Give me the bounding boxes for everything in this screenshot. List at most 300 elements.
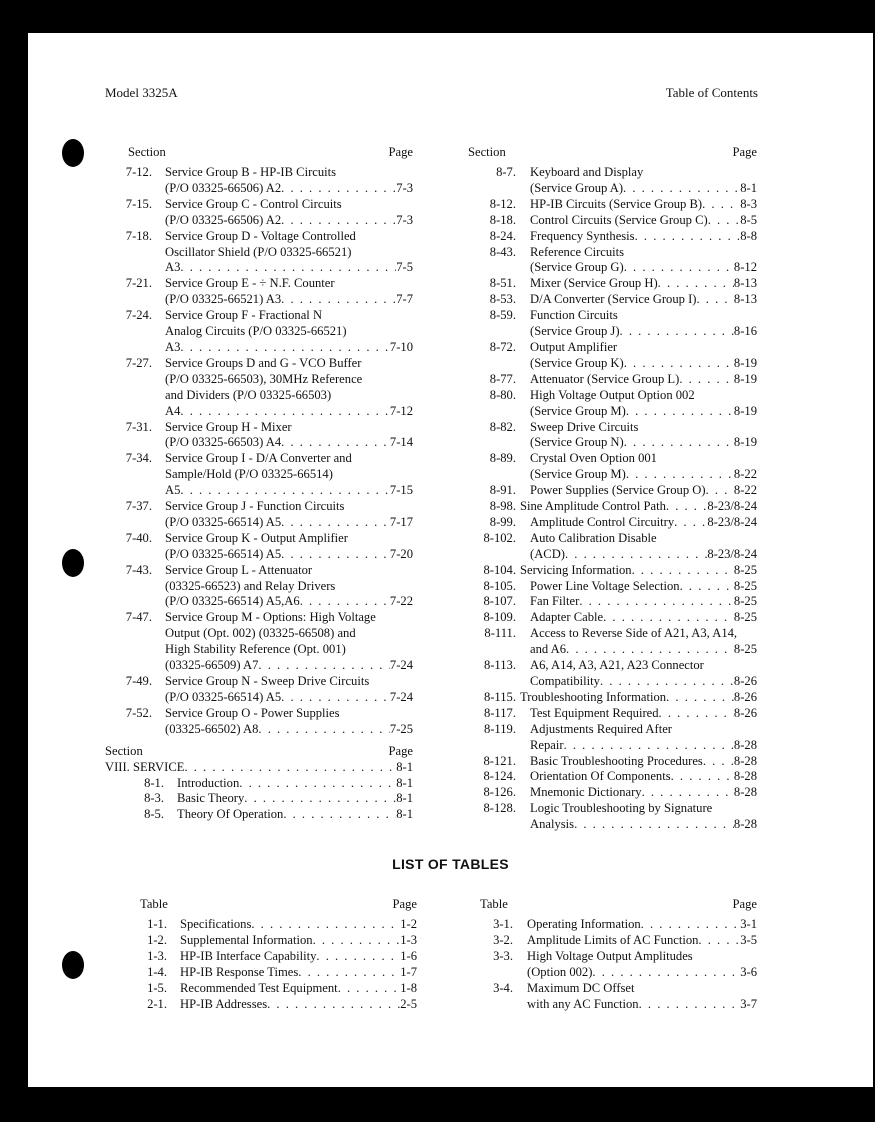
entry-number: 8-18. xyxy=(489,212,516,227)
entry-number: 8-104. xyxy=(483,562,516,577)
entry-text: Fan Filter xyxy=(530,594,580,609)
tables-right-header xyxy=(480,897,757,917)
entry-description xyxy=(530,754,757,770)
entry-number: 8-111. xyxy=(484,626,516,641)
entry-text-line: High Voltage Output Option 002 xyxy=(530,387,695,402)
entry-number: 8-72. xyxy=(489,339,516,354)
entry-leader-line xyxy=(530,483,757,499)
entry-description xyxy=(530,451,757,483)
entry-text-line: Service Group I - D/A Converter and xyxy=(165,451,352,466)
entry-text: and A6 xyxy=(530,642,567,657)
entry-number: 8-89. xyxy=(489,451,516,466)
entry-page: 8-12 xyxy=(733,260,757,275)
contents-right-column xyxy=(468,145,757,833)
entry-description xyxy=(165,165,413,197)
entry-page: 8-13 xyxy=(733,292,757,307)
entry-page: 8-28 xyxy=(733,769,757,784)
entry-leader-line xyxy=(165,292,413,308)
toc-entry xyxy=(140,949,417,965)
toc-entry xyxy=(468,706,757,722)
entry-leader-line xyxy=(530,213,757,229)
toc-entry xyxy=(105,356,413,420)
contents-left-column xyxy=(105,145,413,823)
entry-page: 3-6 xyxy=(740,964,757,979)
entry-text-line: Analog Circuits (P/O 03325-66521) xyxy=(165,324,347,339)
toc-entry xyxy=(468,563,757,579)
entry-leader-line xyxy=(527,965,757,981)
entry-description xyxy=(530,245,757,277)
entry-description xyxy=(165,563,413,611)
entry-number: 8-124. xyxy=(483,769,516,784)
binder-hole-top xyxy=(62,139,84,167)
entry-description xyxy=(530,706,757,722)
entry-text: A4 xyxy=(165,403,181,418)
entry-text-line: Reference Circuits xyxy=(530,244,625,259)
entry-description xyxy=(180,965,417,981)
entry-number: 8-98. xyxy=(489,499,516,514)
binder-hole-middle xyxy=(62,549,84,577)
entry-page: 8-25 xyxy=(733,610,757,625)
entry-leader-line xyxy=(530,276,757,292)
entry-number: 7-18. xyxy=(125,228,152,243)
contents-left-header xyxy=(105,145,413,165)
col-page-label: Page xyxy=(732,897,757,911)
entry-number: 2-1. xyxy=(147,996,167,1011)
section-viii-list xyxy=(105,776,413,824)
entry-text: (03325-66502) A8 xyxy=(165,721,259,736)
section-viii-title xyxy=(105,760,413,776)
entry-text: Operating Information xyxy=(527,917,641,931)
toc-entry xyxy=(105,276,413,308)
entry-text: Introduction xyxy=(177,775,240,790)
entry-text: Repair xyxy=(530,737,564,752)
entry-text: A5 xyxy=(165,483,181,498)
entry-number: 3-1. xyxy=(493,917,513,931)
toc-entry xyxy=(468,754,757,770)
entry-number: 8-24. xyxy=(489,228,516,243)
entry-number: 8-119. xyxy=(483,721,516,736)
entry-number: 7-52. xyxy=(125,705,152,720)
entry-leader-line xyxy=(180,917,417,933)
entry-description xyxy=(530,292,757,308)
toc-entry xyxy=(468,785,757,801)
entry-description xyxy=(530,515,757,531)
entry-text: HP-IB Interface Capability xyxy=(180,948,317,963)
entry-page: 1-8 xyxy=(400,980,417,995)
entry-text: Theory Of Operation xyxy=(177,807,284,822)
toc-entry xyxy=(105,451,413,499)
entry-page: 1-3 xyxy=(400,932,417,947)
entry-description xyxy=(527,933,757,949)
entry-text: (Service Group M) xyxy=(530,403,626,418)
entry-page: 8-25 xyxy=(733,578,757,593)
toc-entry xyxy=(468,388,757,420)
entry-text-line: High Stability Reference (Opt. 001) xyxy=(165,642,346,657)
entry-description xyxy=(530,276,757,292)
entry-page: 8-22 xyxy=(733,483,757,498)
entry-text: Attenuator (Service Group L) xyxy=(530,371,680,386)
entry-text-line: Service Group M - Options: High Voltage xyxy=(165,610,376,625)
entry-page: 8-26 xyxy=(733,689,757,704)
entry-page: 3-7 xyxy=(740,996,757,1011)
entry-description xyxy=(530,483,757,499)
entry-text-line: Logic Troubleshooting by Signature xyxy=(530,801,713,816)
toc-entry xyxy=(140,917,417,933)
entry-page: 8-23/8-24 xyxy=(707,514,757,529)
entry-leader-line xyxy=(530,404,757,420)
entry-leader-line xyxy=(520,499,757,515)
document-page xyxy=(28,33,873,1087)
entry-number: 7-37. xyxy=(125,499,152,514)
entry-text: A3 xyxy=(165,339,181,354)
col-page-label: Page xyxy=(388,743,413,758)
entry-number: 7-15. xyxy=(125,196,152,211)
col-table-label: Table xyxy=(140,897,168,911)
entry-description xyxy=(530,165,757,197)
entry-leader-line xyxy=(527,917,757,933)
entry-page: 7-5 xyxy=(396,260,413,275)
entry-leader-line xyxy=(165,722,413,738)
contents-right-header xyxy=(468,145,757,165)
toc-entry xyxy=(468,276,757,292)
toc-entry xyxy=(468,420,757,452)
entry-text: (Option 002) xyxy=(527,964,593,979)
entry-page: 1-7 xyxy=(400,964,417,979)
entry-description xyxy=(180,949,417,965)
entry-leader-line xyxy=(527,997,757,1013)
toc-entry xyxy=(105,776,413,792)
entry-text: Troubleshooting Information xyxy=(520,689,667,704)
entry-number: 1-3. xyxy=(147,948,167,963)
entry-page: 8-1 xyxy=(396,807,413,822)
entry-text: Frequency Synthesis xyxy=(530,228,635,243)
entry-page: 8-28 xyxy=(733,753,757,768)
entry-number: 8-43. xyxy=(489,244,516,259)
toc-entry xyxy=(468,229,757,245)
entry-description xyxy=(165,674,413,706)
entry-description xyxy=(530,340,757,372)
toc-entry xyxy=(140,997,417,1013)
entry-leader-line xyxy=(177,791,413,807)
entry-text: Test Equipment Required xyxy=(530,705,659,720)
entry-number: 7-34. xyxy=(125,451,152,466)
entry-number: 7-21. xyxy=(125,276,152,291)
entry-description xyxy=(530,722,757,754)
entry-text-line: Keyboard and Display xyxy=(530,165,644,179)
entry-number: 7-40. xyxy=(125,530,152,545)
entry-description xyxy=(165,229,413,277)
entry-text-line: A6, A14, A3, A21, A23 Connector xyxy=(530,658,704,673)
entry-leader-line xyxy=(520,563,757,579)
entry-number: 7-24. xyxy=(125,308,152,323)
col-section-label: Section xyxy=(128,145,166,159)
entry-leader-line xyxy=(530,372,757,388)
entry-leader-line xyxy=(165,260,413,276)
entry-leader-line xyxy=(530,642,757,658)
entry-page: 8-19 xyxy=(733,435,757,450)
entry-leader-line xyxy=(165,547,413,563)
entry-leader-line xyxy=(180,933,417,949)
entry-text: Basic Theory xyxy=(177,791,245,806)
toc-entry xyxy=(480,949,757,981)
toc-entry xyxy=(468,483,757,499)
entry-description xyxy=(527,981,757,1013)
entry-number: 7-27. xyxy=(125,355,152,370)
entry-text: Adapter Cable xyxy=(530,610,604,625)
entry-page: 8-1 xyxy=(396,775,413,790)
entry-leader-line xyxy=(165,515,413,531)
entry-number: 3-4. xyxy=(493,980,513,995)
col-table-label: Table xyxy=(480,897,508,911)
section-viii-title-page: 8-1 xyxy=(396,759,413,774)
entry-leader-line xyxy=(530,594,757,610)
entry-text-line: Output Amplifier xyxy=(530,339,618,354)
toc-entry xyxy=(468,801,757,833)
entry-page: 7-17 xyxy=(389,514,413,529)
entry-text: (03325-66509) A7 xyxy=(165,658,259,673)
entry-number: 7-43. xyxy=(125,562,152,577)
entry-leader-line xyxy=(530,467,757,483)
entry-text: HP-IB Response Times xyxy=(180,964,299,979)
entry-number: 8-82. xyxy=(489,419,516,434)
contents-left-list xyxy=(105,165,413,738)
entry-text-line: Service Group K - Output Amplifier xyxy=(165,530,348,545)
entry-leader-line xyxy=(530,292,757,308)
entry-text: (Service Group K) xyxy=(530,355,624,370)
entry-page: 8-19 xyxy=(733,403,757,418)
toc-entry xyxy=(468,594,757,610)
col-page-label: Page xyxy=(392,897,417,911)
entry-page: 8-23/8-24 xyxy=(707,546,757,561)
entry-page: 8-23/8-24 xyxy=(707,499,757,514)
entry-number: 8-128. xyxy=(483,801,516,816)
entry-leader-line xyxy=(530,817,757,833)
entry-text: with any AC Function xyxy=(527,996,639,1011)
entry-leader-line xyxy=(180,965,417,981)
entry-description xyxy=(530,626,757,658)
entry-page: 7-22 xyxy=(389,594,413,609)
entry-text: (ACD) xyxy=(530,546,565,561)
entry-page: 7-20 xyxy=(389,546,413,561)
entry-text: (P/O 03325-66514) A5 xyxy=(165,546,282,561)
entry-leader-line xyxy=(530,785,757,801)
entry-text: (Service Group M) xyxy=(530,467,626,482)
entry-number: 7-31. xyxy=(125,419,152,434)
tables-left-list xyxy=(140,917,417,1012)
entry-text: (Service Group J) xyxy=(530,324,620,339)
entry-leader-line xyxy=(530,229,757,245)
entry-page: 2-5 xyxy=(400,996,417,1011)
entry-page: 8-3 xyxy=(740,196,757,211)
entry-number: 8-77. xyxy=(489,371,516,386)
entry-page: 8-28 xyxy=(733,785,757,800)
entry-description xyxy=(165,499,413,531)
toc-entry xyxy=(468,769,757,785)
contents-right-list xyxy=(468,165,757,833)
entry-number: 8-102. xyxy=(483,530,516,545)
entry-text: Amplitude Control Circuitry xyxy=(530,514,675,529)
entry-text-line: Service Group E - ÷ N.F. Counter xyxy=(165,276,335,291)
entry-description xyxy=(165,197,413,229)
entry-text: D/A Converter (Service Group I) xyxy=(530,292,697,307)
entry-page: 8-13 xyxy=(733,276,757,291)
entry-leader-line xyxy=(165,213,413,229)
toc-entry xyxy=(480,981,757,1013)
entry-description xyxy=(527,949,757,981)
tables-left-header xyxy=(140,897,417,917)
entry-description xyxy=(520,690,757,706)
entry-number: 8-99. xyxy=(489,514,516,529)
entry-number: 8-107. xyxy=(483,594,516,609)
entry-text-line: (P/O 03325-66503), 30MHz Reference xyxy=(165,371,363,386)
entry-number: 7-49. xyxy=(125,674,152,688)
toc-entry xyxy=(468,658,757,690)
entry-page: 7-14 xyxy=(389,435,413,450)
entry-text-line: Service Group B - HP-IB Circuits xyxy=(165,165,337,179)
entry-page: 8-5 xyxy=(740,212,757,227)
entry-number: 3-2. xyxy=(493,932,513,947)
entry-number: 8-126. xyxy=(483,785,516,800)
entry-text-line: High Voltage Output Amplitudes xyxy=(527,948,693,963)
entry-description xyxy=(165,531,413,563)
entry-description xyxy=(165,706,413,738)
entry-page: 7-24 xyxy=(389,658,413,673)
entry-page: 8-28 xyxy=(733,817,757,832)
entry-description xyxy=(180,917,417,933)
entry-description xyxy=(520,499,757,515)
entry-description xyxy=(180,933,417,949)
entry-page: 7-3 xyxy=(396,180,413,195)
entry-description xyxy=(165,451,413,499)
entry-number: 8-51. xyxy=(489,276,516,291)
toc-entry xyxy=(105,610,413,674)
entry-page: 8-19 xyxy=(733,371,757,386)
entry-text: Mixer (Service Group H) xyxy=(530,276,658,291)
entry-number: 8-53. xyxy=(489,292,516,307)
entry-text: A3 xyxy=(165,260,181,275)
entry-description xyxy=(165,610,413,674)
entry-text: HP-IB Addresses xyxy=(180,996,268,1011)
entry-text: Amplitude Limits of AC Function xyxy=(527,932,699,947)
entry-leader-line xyxy=(165,340,413,356)
entry-number: 8-115. xyxy=(483,689,516,704)
entry-page: 8-22 xyxy=(733,467,757,482)
entry-page: 7-25 xyxy=(389,721,413,736)
entry-page: 3-5 xyxy=(740,932,757,947)
entry-description xyxy=(530,372,757,388)
toc-entry xyxy=(468,372,757,388)
toc-entry xyxy=(105,499,413,531)
entry-text: (P/O 03325-66503) A4 xyxy=(165,435,282,450)
entry-text: (P/O 03325-66514) A5,A6 xyxy=(165,594,300,609)
entry-leader-line xyxy=(530,181,757,197)
entry-text-line: Service Group O - Power Supplies xyxy=(165,705,340,720)
entry-text-line: Access to Reverse Side of A21, A3, A14, xyxy=(530,626,738,641)
entry-number: 8-121. xyxy=(483,753,516,768)
entry-leader-line xyxy=(530,738,757,754)
entry-leader-line xyxy=(165,594,413,610)
entry-page: 7-7 xyxy=(396,292,413,307)
entry-number: 8-3. xyxy=(144,791,164,806)
toc-entry xyxy=(468,722,757,754)
toc-entry xyxy=(468,340,757,372)
entry-text: Sine Amplitude Control Path xyxy=(520,499,666,514)
toc-entry xyxy=(468,531,757,563)
entry-text: (P/O 03325-66506) A2 xyxy=(165,212,282,227)
entry-description xyxy=(165,356,413,420)
section-viii-block xyxy=(105,744,413,824)
entry-number: 1-1. xyxy=(147,917,167,931)
entry-text-line: Adjustments Required After xyxy=(530,721,673,736)
toc-entry xyxy=(105,165,413,197)
entry-leader-line xyxy=(530,197,757,213)
entry-text-line: Sweep Drive Circuits xyxy=(530,419,639,434)
col-section-label: Section xyxy=(105,743,143,758)
entry-text: (P/O 03325-66514) A5 xyxy=(165,689,282,704)
entry-number: 8-80. xyxy=(489,387,516,402)
entry-text: Compatibility xyxy=(530,674,600,688)
entry-description xyxy=(180,981,417,997)
header-model: Model 3325A xyxy=(105,85,178,100)
entry-leader-line xyxy=(177,807,413,823)
entry-description xyxy=(530,197,757,213)
toc-entry xyxy=(105,308,413,356)
entry-text: Power Line Voltage Selection xyxy=(530,578,680,593)
entry-leader-line xyxy=(530,579,757,595)
entry-description xyxy=(530,579,757,595)
toc-entry xyxy=(105,420,413,452)
entry-leader-line xyxy=(180,997,417,1013)
tables-right-column xyxy=(480,897,757,1012)
entry-text: Power Supplies (Service Group O) xyxy=(530,483,706,498)
entry-number: 1-2. xyxy=(147,932,167,947)
entry-number: 8-113. xyxy=(483,658,516,673)
entry-page: 8-1 xyxy=(396,791,413,806)
entry-description xyxy=(165,276,413,308)
toc-entry xyxy=(468,579,757,595)
entry-description xyxy=(530,594,757,610)
col-page-label: Page xyxy=(732,145,757,159)
entry-description xyxy=(530,785,757,801)
entry-page: 1-6 xyxy=(400,948,417,963)
entry-text-line: and Dividers (P/O 03325-66503) xyxy=(165,387,332,402)
toc-entry xyxy=(140,981,417,997)
entry-leader-line xyxy=(530,515,757,531)
entry-description xyxy=(530,213,757,229)
toc-entry xyxy=(468,308,757,340)
entry-text-line: Service Group C - Control Circuits xyxy=(165,196,342,211)
entry-page: 8-25 xyxy=(733,562,757,577)
entry-page: 8-25 xyxy=(733,642,757,657)
entry-description xyxy=(180,997,417,1013)
entry-number: 8-7. xyxy=(496,165,516,179)
binder-hole-bottom xyxy=(62,951,84,979)
entry-page: 7-10 xyxy=(389,339,413,354)
toc-entry xyxy=(468,610,757,626)
entry-text: Mnemonic Dictionary xyxy=(530,785,642,800)
entry-page: 7-24 xyxy=(389,689,413,704)
toc-entry xyxy=(480,917,757,933)
toc-entry xyxy=(105,674,413,706)
toc-entry xyxy=(140,965,417,981)
toc-entry xyxy=(468,292,757,308)
entry-description xyxy=(530,229,757,245)
entry-number: 3-3. xyxy=(493,948,513,963)
entry-text: Servicing Information xyxy=(520,562,632,577)
toc-entry xyxy=(105,197,413,229)
col-section-label: Section xyxy=(468,145,506,159)
entry-page: 8-1 xyxy=(740,180,757,195)
